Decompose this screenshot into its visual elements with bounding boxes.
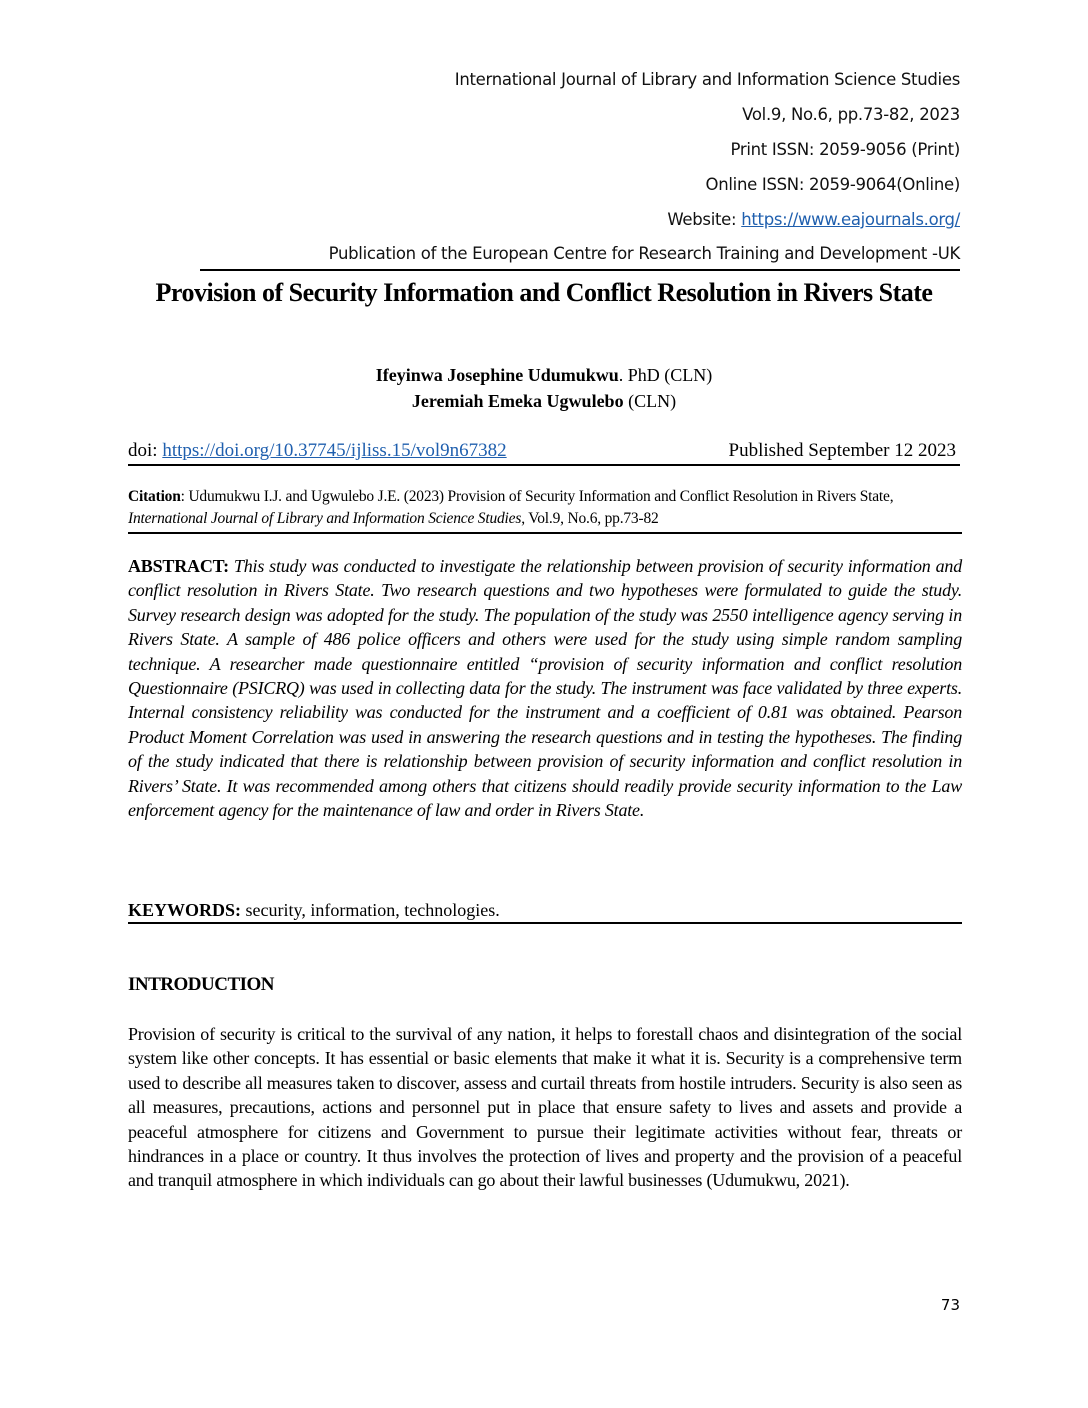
doi-link[interactable]: https://doi.org/10.37745/ijliss.15/vol9n67382	[162, 440, 507, 461]
author-2-credentials: (CLN)	[623, 391, 677, 411]
citation-volume: , Vol.9, No.6, pp.73-82	[521, 510, 659, 527]
online-issn: Online ISSN: 2059-9064(Online)	[705, 175, 960, 194]
citation	[128, 486, 962, 534]
author-2	[126, 388, 962, 414]
website-line	[200, 202, 960, 237]
published-date: Published September 12 2023	[728, 440, 956, 461]
doi-row	[128, 438, 960, 466]
keywords-text: security, information, technologies.	[241, 900, 500, 920]
journal-volume: Vol.9, No.6, pp.73-82, 2023	[742, 105, 960, 124]
citation-text: : Udumukwu I.J. and Ugwulebo J.E. (2023) Provision of Security Information and Conflict Resolution in Rivers State,	[180, 488, 894, 505]
website-label: Website:	[667, 210, 742, 229]
website-link[interactable]: https://www.eajournals.org/	[741, 210, 960, 229]
page-number: 73	[940, 1296, 960, 1314]
abstract-label: ABSTRACT:	[128, 556, 229, 576]
publisher-line: Publication of the European Centre for Research Training and Development -UK	[200, 239, 960, 271]
citation-journal: International Journal of Library and Information Science Studies	[128, 510, 522, 527]
keywords	[128, 898, 962, 924]
journal-name: International Journal of Library and Information Science Studies	[454, 70, 960, 89]
author-1	[126, 362, 962, 388]
abstract	[128, 554, 962, 822]
author-list	[126, 362, 962, 414]
citation-label: Citation	[128, 488, 181, 505]
paper-title: Provision of Security Information and Conflict Resolution in Rivers State	[155, 278, 933, 307]
introduction-body: Provision of security is critical to the survival of any nation, it helps to forestall chaos and disintegration of the social system like other concepts. It has essential or basic elements that make it what it is. Security is a comprehensive term used to describe all measures taken to discover, assess and curtail threats from hostile intruders. Security is also seen as all measures, precautions, actions and personnel put in place that ensure safety to lives and assets and provide a peaceful atmosphere for citizens and Government to pursue their legitimate activities without fear, threats or hindrances in a place or country. It thus involves the protection of lives and property and the provision of a peaceful and tranquil atmosphere in which individuals can go about their lawful businesses (Udumukwu, 2021).	[128, 1024, 962, 1191]
print-issn: Print ISSN: 2059-9056 (Print)	[730, 140, 960, 159]
author-1-credentials: . PhD (CLN)	[618, 365, 713, 385]
author-1-name: Ifeyinwa Josephine Udumukwu	[375, 365, 619, 385]
keywords-label: KEYWORDS:	[128, 900, 242, 920]
introduction-heading: INTRODUCTION	[128, 974, 275, 995]
author-2-name: Jeremiah Emeka Ugwulebo	[411, 391, 624, 411]
doi-label: doi:	[128, 440, 163, 461]
journal-header	[200, 62, 960, 271]
abstract-text: This study was conducted to investigate the relationship between provision of security information and conflict resolution in Rivers State. Two research questions and two hypotheses were formulated to guide the study. Survey research design was adopted for the study. The population of the study was 2550 intelligence agency serving in Rivers State. A sample of 486 police officers and others were used for the study using simple random sampling technique. A researcher made questionnaire entitled “provision of security information and conflict resolution Questionnaire (PSICRQ) was used in collecting data for the study. The instrument was face validated by three experts. Internal consistency reliability was conducted for the instrument and a coefficient of 0.81 was obtained. Pearson Product Moment Correlation was used in answering the research questions and in testing the hypotheses. The finding of the study indicated that there is relationship between provision of security information and conflict resolution in Rivers’ State. It was recommended among others that citizens should readily provide security information to the Law enforcement agency for the maintenance of law and order in Rivers State.	[128, 556, 962, 821]
